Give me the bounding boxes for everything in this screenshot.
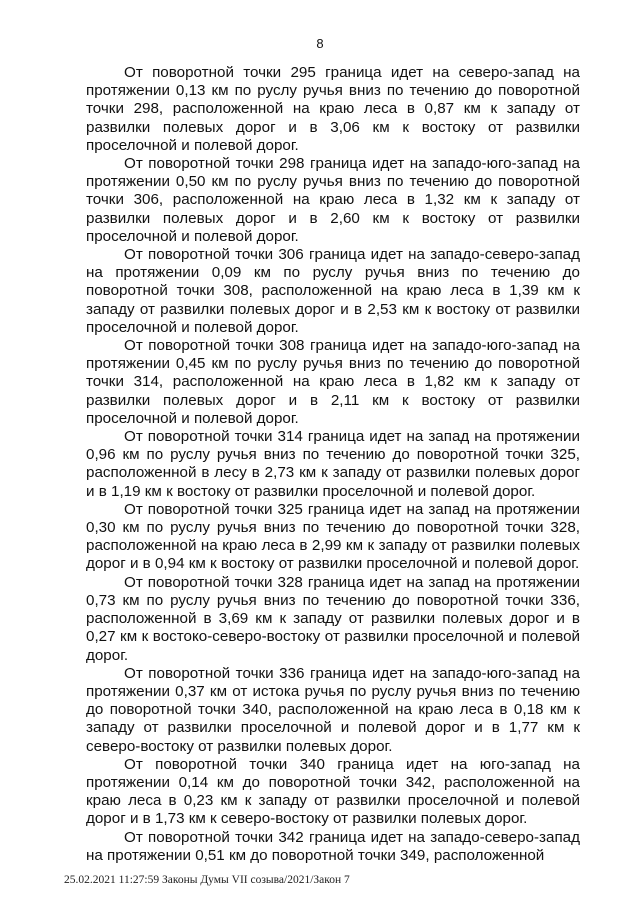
paragraph: От поворотной точки 308 граница идет на западо-юго-запад на протяжении 0,45 км по руслу ручья вниз по течению до поворотной точки 314, расположенной на краю леса в 1,82 км к западу от развилки полевых дорог и в 2,11 км к востоку от развилки проселочной и полевой дорог. xyxy=(86,337,580,427)
page-number: 8 xyxy=(316,36,324,51)
paragraph: От поворотной точки 306 граница идет на западо-северо-запад на протяжении 0,09 км по руслу ручья вниз по течению до поворотной точки 308, расположенной на краю леса в 1,39 км к западу от развилки полевых дорог и в 2,53 км к востоку от развилки проселочной и полевой дорог. xyxy=(86,246,580,336)
footer-document-stamp: 25.02.2021 11:27:59 Законы Думы VII созыва/2021/Закон 7 xyxy=(64,874,350,886)
document-body xyxy=(86,64,580,865)
paragraph: От поворотной точки 295 граница идет на северо-запад на протяжении 0,13 км по руслу ручья вниз по течению до поворотной точки 298, расположенной на краю леса в 0,87 км к западу от развилки полевых дорог и в 3,06 км к востоку от развилки проселочной и полевой дорог. xyxy=(86,64,580,154)
paragraph: От поворотной точки 314 граница идет на запад на протяжении 0,96 км по руслу ручья вниз по течению до поворотной точки 325, расположенной в лесу в 2,73 км к западу от развилки полевых дорог и в 1,19 км к востоку от развилки проселочной и полевой дорог. xyxy=(86,428,580,500)
paragraph: От поворотной точки 342 граница идет на западо-северо-запад на протяжении 0,51 км до поворотной точки 349, расположенной xyxy=(86,828,580,864)
paragraph: От поворотной точки 328 граница идет на запад на протяжении 0,73 км по руслу ручья вниз по течению до поворотной точки 336, расположенной в 3,69 км к западу от развилки полевых дорог и в 0,27 км к востоко-северо-востоку от развилки проселочной и полевой дорог. xyxy=(86,573,580,664)
paragraph: От поворотной точки 298 граница идет на западо-юго-запад на протяжении 0,50 км по руслу ручья вниз по течению до поворотной точки 306, расположенной на краю леса в 1,32 км к западу от развилки полевых дорог и в 2,60 км к востоку от развилки проселочной и полевой дорог. xyxy=(86,155,580,245)
paragraph: От поворотной точки 340 граница идет на юго-запад на протяжении 0,14 км до поворотной точки 342, расположенной на краю леса в 0,23 км к западу от развилки проселочной и полевой дорог и в 1,73 км к северо-востоку от развилки полевых дорог. xyxy=(86,755,580,828)
paragraph: От поворотной точки 336 граница идет на западо-юго-запад на протяжении 0,37 км от истока ручья по руслу ручья вниз по течению до поворотной точки 340, расположенной на краю леса в 0,18 км к западу от развилки проселочной и полевой дорог и в 1,77 км к северо-востоку от развилки полевых дорог. xyxy=(86,664,580,755)
paragraph: От поворотной точки 325 граница идет на запад на протяжении 0,30 км по руслу ручья вниз по течению до поворотной точки 328, расположенной на краю леса в 2,99 км к западу от развилки полевых дорог и в 0,94 км к востоку от развилки проселочной и полевой дорог. xyxy=(86,500,580,573)
